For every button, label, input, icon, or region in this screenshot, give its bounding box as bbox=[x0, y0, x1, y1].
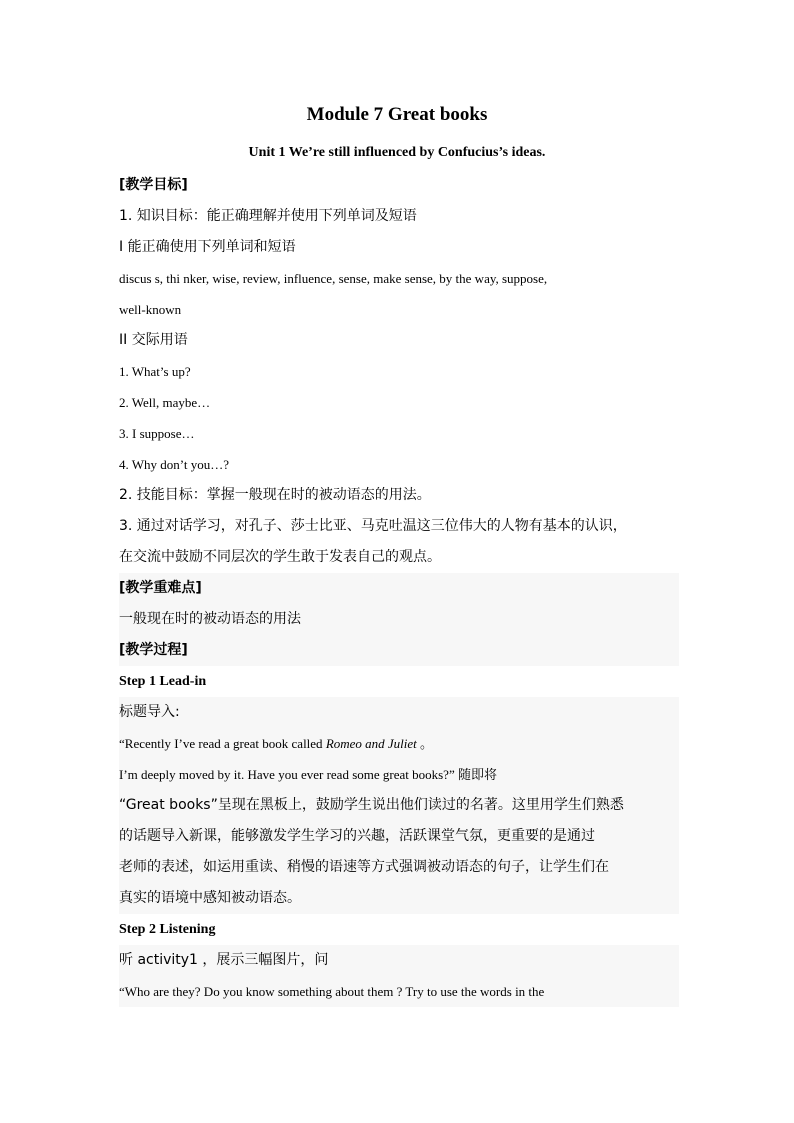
word-list-line-2: well-known bbox=[119, 302, 182, 317]
objective-1: 1. 知识目标：能正确理解并使用下列单词及短语 bbox=[119, 208, 417, 224]
objective-3-line-2: 在交流中鼓励不同层次的学生敢于发表自己的观点。 bbox=[119, 549, 441, 565]
objective-1-sub-1: I 能正确使用下列单词和短语 bbox=[119, 239, 296, 255]
objective-2: 2. 技能目标：掌握一般现在时的被动语态的用法。 bbox=[119, 487, 431, 503]
quote-line-3: “Who are they? Do you know something about them ? Try to use the words in the bbox=[119, 976, 679, 1007]
quote-line-1-end: 。 bbox=[416, 736, 434, 751]
paragraph-line-1: “Great books”呈现在黑板上，鼓励学生说出他们读过的名著。这里用学生们熟悉 bbox=[119, 790, 679, 821]
phrase-3: 3. I suppose… bbox=[119, 426, 195, 441]
step-2-heading: Step 2 Listening bbox=[119, 922, 216, 937]
quote-line-1-start: “Recently I’ve read a great book called bbox=[119, 736, 326, 751]
document-subtitle: Unit 1 We’re still influenced by Confucius’s ideas. bbox=[248, 145, 546, 160]
document-body bbox=[119, 170, 679, 1007]
phrase-4: 4. Why don’t you…? bbox=[119, 457, 230, 472]
section-heading-process: [教学过程] bbox=[119, 635, 679, 666]
section-heading-keypoints: [教学重难点] bbox=[119, 573, 679, 604]
step-1-intro: 标题导入: bbox=[119, 697, 679, 728]
step-2-intro: 听 activity1 ，展示三幅图片，问 bbox=[119, 945, 679, 976]
objective-3-line-1: 3. 通过对话学习，对孔子、莎士比亚、马克吐温这三位伟大的人物有基本的认识， bbox=[119, 518, 627, 534]
paragraph-line-2: 的话题导入新课，能够激发学生学习的兴趣，活跃课堂气氛，更重要的是通过 bbox=[119, 821, 679, 852]
objective-1-sub-2: II 交际用语 bbox=[119, 332, 188, 348]
word-list-line-1: discus s, thi nker, wise, review, influence, sense, make sense, by the way, suppose, bbox=[119, 271, 548, 286]
phrase-2: 2. Well, maybe… bbox=[119, 395, 211, 410]
paragraph-line-4: 真实的语境中感知被动语态。 bbox=[119, 883, 679, 914]
quote-line-1 bbox=[119, 728, 679, 759]
paragraph-line-3: 老师的表述，如运用重读、稍慢的语速等方式强调被动语态的句子，让学生们在 bbox=[119, 852, 679, 883]
quote-line-2: I’m deeply moved by it. Have you ever read some great books?” 随即将 bbox=[119, 759, 679, 790]
phrase-1: 1. What’s up? bbox=[119, 364, 191, 379]
step-1-heading: Step 1 Lead-in bbox=[119, 674, 207, 689]
document-title: Module 7 Great books bbox=[306, 104, 488, 125]
section-heading-objectives: [教学目标] bbox=[119, 177, 188, 193]
keypoint-text: 一般现在时的被动语态的用法 bbox=[119, 604, 679, 635]
book-title: Romeo and Juliet bbox=[325, 736, 417, 751]
